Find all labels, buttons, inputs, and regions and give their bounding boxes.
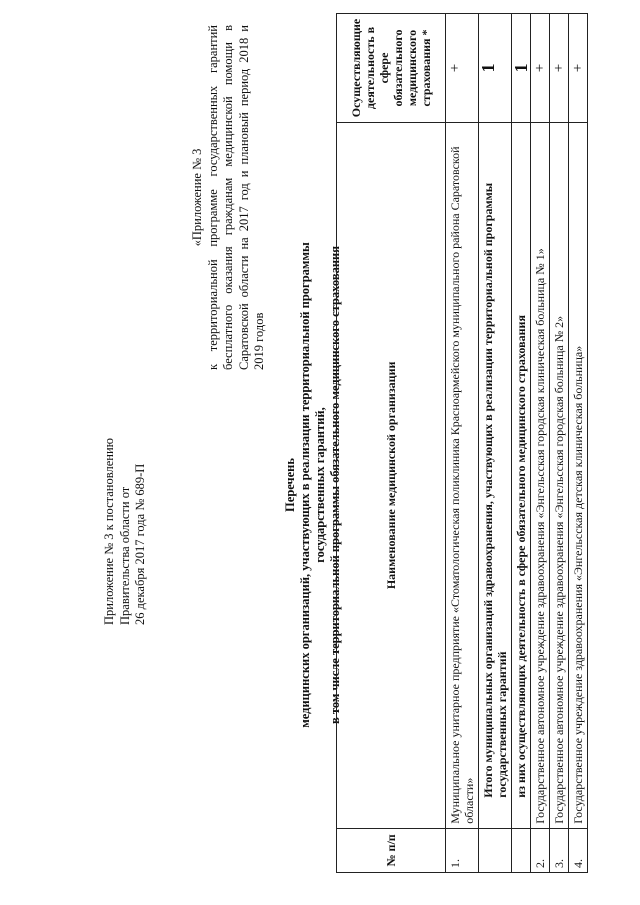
row-flag: + <box>531 14 550 123</box>
row-name: Муниципальное унитарное предприятие «Стоматологическая поликлиника Красноармейского муниципального района Саратовской области» <box>446 122 479 828</box>
table-row <box>446 14 479 873</box>
header-oms: Осуществляющие деятельность в сфере обязательного медицинского страхования * <box>337 14 446 123</box>
row-num <box>479 828 512 872</box>
table-row-total <box>479 14 512 873</box>
header-name: Наименование медицинской организации <box>337 122 446 828</box>
row-num: 1. <box>446 828 479 872</box>
annex-block <box>190 25 268 370</box>
row-num <box>512 828 531 872</box>
row-name: Государственное автономное учреждение здравоохранения «Энгельсская городская больница № 2» <box>550 122 569 828</box>
decree-header-line: 26 декабря 2017 года № 689-П <box>133 463 147 625</box>
title-line: медицинских организаций, участвующих в реализации территориальной программы государственных гарантий, <box>298 242 327 728</box>
row-name: Государственное автономное учреждение здравоохранения «Энгельсская городская клиническая больница № 1» <box>531 122 550 828</box>
table-row <box>531 14 550 873</box>
annex-text: к территориальной программе государственных гарантий бесплатного оказания гражданам медицинской помощи в Саратовской области на 2017 год и плановый период 2018 и 2019 годов <box>205 25 266 370</box>
table-row <box>550 14 569 873</box>
row-num: 3. <box>550 828 569 872</box>
table-row <box>569 14 588 873</box>
row-name: из них осуществляющих деятельность в сфере обязательного медицинского страхования <box>512 122 531 828</box>
row-flag: 1 <box>512 14 531 123</box>
row-name: Итого муниципальных организаций здравоохранения, участвующих в реализации территориальной программы государственных гарантий <box>479 122 512 828</box>
table-row-subtotal <box>512 14 531 873</box>
decree-header <box>102 225 149 625</box>
title-line: в том числе территориальной программы обязательного медицинского страхования <box>328 245 342 725</box>
row-flag: + <box>569 14 588 123</box>
row-flag: + <box>550 14 569 123</box>
header-num: № п/п <box>337 828 446 872</box>
decree-header-line: Приложение № 3 к постановлению <box>102 438 116 625</box>
document-title <box>283 225 343 745</box>
row-name: Государственное учреждение здравоохранения «Энгельсская детская клиническая больница» <box>569 122 588 828</box>
annex-title: «Приложение № 3 <box>190 148 204 247</box>
row-num: 2. <box>531 828 550 872</box>
row-flag: + <box>446 14 479 123</box>
row-num: 4. <box>569 828 588 872</box>
row-flag: 1 <box>479 14 512 123</box>
title-line: Перечень <box>283 458 297 512</box>
decree-header-line: Правительства области от <box>117 486 132 625</box>
organizations-table <box>336 13 588 873</box>
table-header-row <box>337 14 446 873</box>
